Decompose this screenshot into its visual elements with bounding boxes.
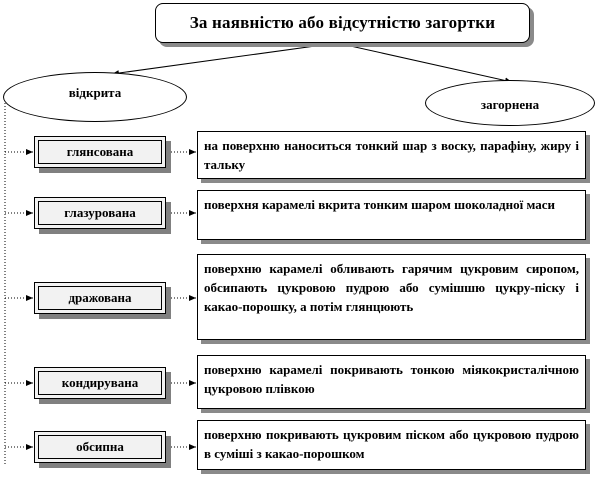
desc-box-dragee: поверхню карамелі обливають гарячим цукровим сиропом, обсипають цукровою пудрою або сумішшю цукру-піску і какао-порошку, а потім глянцюють <box>197 254 586 340</box>
desc-box-glossy: на поверхню наноситься тонкий шар з воску, парафіну, жиру і тальку <box>197 131 586 179</box>
category-closed: загорнена <box>425 80 595 126</box>
arrow-to-closed <box>337 43 512 82</box>
category-open: відкрита <box>3 72 187 122</box>
type-box-glossy: глянсована <box>34 136 166 168</box>
diagram-title: За наявністю або відсутністю загортки <box>155 3 530 43</box>
type-box-candied: кондирувана <box>34 367 166 399</box>
desc-box-candied: поверхню карамелі покривають тонкою міякокристалічною цукровою плівкою <box>197 355 586 409</box>
type-box-glazed: глазурована <box>34 197 166 229</box>
desc-box-sprinkled: поверхню покривають цукровим піском або цукровою пудрою в суміші з какао-порошком <box>197 420 586 470</box>
desc-box-glazed: поверхня карамелі вкрита тонким шаром шоколадної маси <box>197 190 586 240</box>
arrow-to-open <box>112 43 337 74</box>
type-box-sprinkled: обсипна <box>34 431 166 463</box>
type-box-dragee: дражована <box>34 282 166 314</box>
